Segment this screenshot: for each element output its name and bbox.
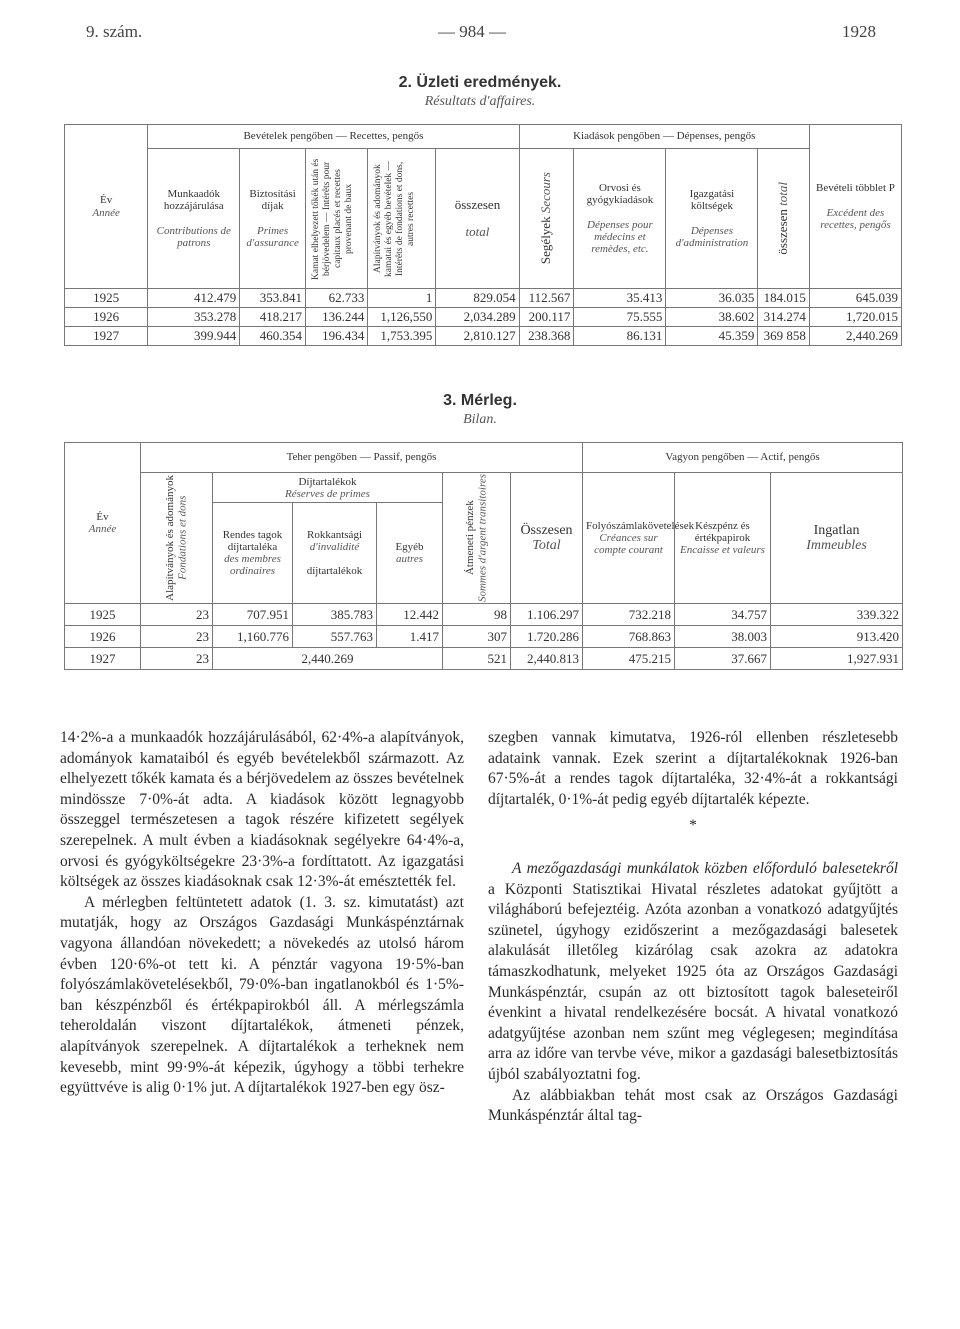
bal-col-other: Egyéb autres (377, 503, 443, 604)
bal-col-realestate: Ingatlan Immeubles (771, 473, 903, 604)
table-row: 1926 353.278 418.217 136.244 1,126,550 2,034.289 200.117 75.555 38.602 314.274 1,720.015 (65, 308, 902, 327)
bal-col-year: Év Année (65, 443, 141, 604)
bal-col-reserves: Díjtartalékok Réserves de primes (213, 473, 443, 503)
results-table (64, 124, 902, 346)
col-admin: Igazgatási költségek Dépenses d'administration (666, 149, 758, 289)
col-aid: Segélyek Secours (519, 149, 574, 289)
bal-col-receivables: Folyószámlakövetelések Créances sur compte courant (583, 473, 675, 604)
col-funds: Alapítványok és adományok kamatai és egyéb bevételek — Intérêts de fondations et dons, autres recettes (368, 149, 436, 289)
right-paragraph-2-emphasis: A mezőgazdasági munkálatok közben előforduló balesetekről (512, 859, 898, 877)
col-exp-total: összesen total (758, 149, 810, 289)
header-year: 1928 (842, 22, 876, 41)
right-paragraph-3: Az alábbiakban tehát most csak az Országos Gazdasági Munkáspénztár által tag- (488, 1086, 898, 1125)
col-interest: Kamat elhelyezett tőkék után és bérjövedelem — Intérêts pour capitaux placés et recettes provenant de baux (305, 149, 367, 289)
section2-title: 2. Üzleti eredmények. (398, 74, 562, 91)
table-row: 1925 412.479 353.841 62.733 1 829.054 112.567 35.413 36.035 184.015 645.039 (65, 289, 902, 308)
bal-col-disability: Rokkantsági d'invalidité díjtartalékok (293, 503, 377, 604)
assets-group-header: Vagyon pengőben — Actif, pengős (583, 443, 903, 473)
col-employers: Munkaadók hozzájárulása Contributions de patrons (148, 149, 240, 289)
expenses-group-header: Kiadások pengőben — Dépenses, pengős (519, 125, 809, 149)
bal-col-cash: Készpénz és értékpapirok Encaisse et valeurs (675, 473, 771, 604)
issue-number: 9. szám. (86, 22, 143, 41)
right-paragraph-1: szegben vannak kimutatva, 1926-ról ellenben részletesebb adataink vannak. Ezek szerint a díjtartalékoknak 1926-ban 67·5%-át a rendes tagok díjtartaléka, 32·4%-át a rokkantsági díjtartalék, 0·1%-át pedig egyéb díjtartalék képezte. (488, 729, 898, 808)
col-surplus: Bevételi többlet P Excédent des recettes, pengős (809, 125, 901, 289)
left-paragraph-2: A mérlegben feltüntetett adatok (1. 3. sz. kimutatást) azt mutatják, hogy az Országos Gazdasági Munkáspénztárnak vagyona állandóan növekedett; a növekedés az utolsó három évben 120·6%-ot tett ki. A pénztár vagyona 19·5%-ban folyószámlakövetelésekből, 79·0%-ban ingatlanokból és 1·5%-ban készpénzből és értékpapirokból áll. A mérlegszámla teheroldalán viszont díjtartalékok, átmeneti pénzek, alapítványok szerepelnek. A díjtartalékok a terheknek nem kevesebb, mint 99·9%-át képezik, úgyhogy a többi terhekre együttvéve is alig 0·1% jut. A díjtartalékok 1927-ben egy ösz- (60, 893, 464, 1097)
left-paragraph-1: 14·2%-a a munkaadók hozzájárulásából, 62·4%-a alapítványok, adományok kamataiból és egyéb bevételekből származott. Az elhelyezett tőkék kamata és a bérjövedelem az összes bevételnek mindössze 7·0%-át adta. A kiadások között legnagyobb összeggel természetesen a tagok részére kifizetett segélyek szerepelnek. A mult évben a kiadásoknak segélyekre 64·4%-a, orvosi és gyógyköltségekre 23·3%-a fordíttatott. Az igazgatási költségek az összes kiadásoknak csak 12·3%-át emésztették fel. (60, 729, 464, 891)
bal-col-total: Összesen Total (511, 473, 583, 604)
page-number: — 984 — (438, 22, 506, 41)
table-row: 1925 23 707.951 385.783 12.442 98 1.106.297 732.218 34.757 339.322 (65, 604, 903, 626)
right-paragraph-2 (488, 859, 898, 1086)
liabilities-group-header: Teher pengőben — Passif, pengős (141, 443, 583, 473)
bal-col-foundations: Alapítványok és adományok Fondations et dons (141, 473, 213, 604)
section3-title: 3. Mérleg. (443, 392, 517, 409)
col-year: Év Année (65, 125, 148, 289)
table-row: 1927 399.944 460.354 196.434 1,753.395 2,810.127 238.368 86.131 45.359 369 858 2,440.269 (65, 327, 902, 346)
running-head (0, 22, 960, 46)
col-medical: Orvosi és gyógykiadások Dépenses pour médecins et remèdes, etc. (574, 149, 666, 289)
section3-subtitle: Bilan. (463, 412, 497, 427)
table-row: 1927 23 2,440.269 521 2,440.813 475.215 37.667 1,927.931 (65, 648, 903, 670)
revenue-group-header: Bevételek pengőben — Recettes, pengős (148, 125, 519, 149)
section2-subtitle: Résultats d'affaires. (424, 94, 536, 109)
col-fees: Biztosítási díjak Primes d'assurance (240, 149, 306, 289)
left-column (60, 728, 464, 1099)
bal-col-regular: Rendes tagok díjtartaléka des membres ordinaires (213, 503, 293, 604)
table-row: 1926 23 1,160.776 557.763 1.417 307 1.720.286 768.863 38.003 913.420 (65, 626, 903, 648)
balance-table (64, 442, 903, 670)
bal-col-transit: Átmeneti pénzek Sommes d'argent transitoires (443, 473, 511, 604)
right-paragraph-2-body: a Központi Statisztikai Hivatal részletes adatokat gyűjtött a világháború befejeztéig. Azóta azonban a vonatkozó adatgyűjtés szünetel, úgyhogy ezidőszerint a mezőgazdasági balesetek alakulását illetőleg kizárólag csak azokra az adatokra támaszkodhatunk, melyeket 1925 óta az Országos Gazdasági Munkáspénztár, csupán az ott biztosított tagok baleseteiről évenkint a hivatal rendelkezésére bocsát. A hivatal vonatkozó adatgyűjtése azonban nem szűnt meg véglegesen; megindítása arra az időre van tervbe véve, mikor a gazdasági balesetbiztosítás újból szabályoztatni fog. (488, 880, 898, 1083)
col-total: összesen total (436, 149, 519, 289)
right-column (488, 728, 898, 1127)
section-separator: * (689, 817, 697, 835)
